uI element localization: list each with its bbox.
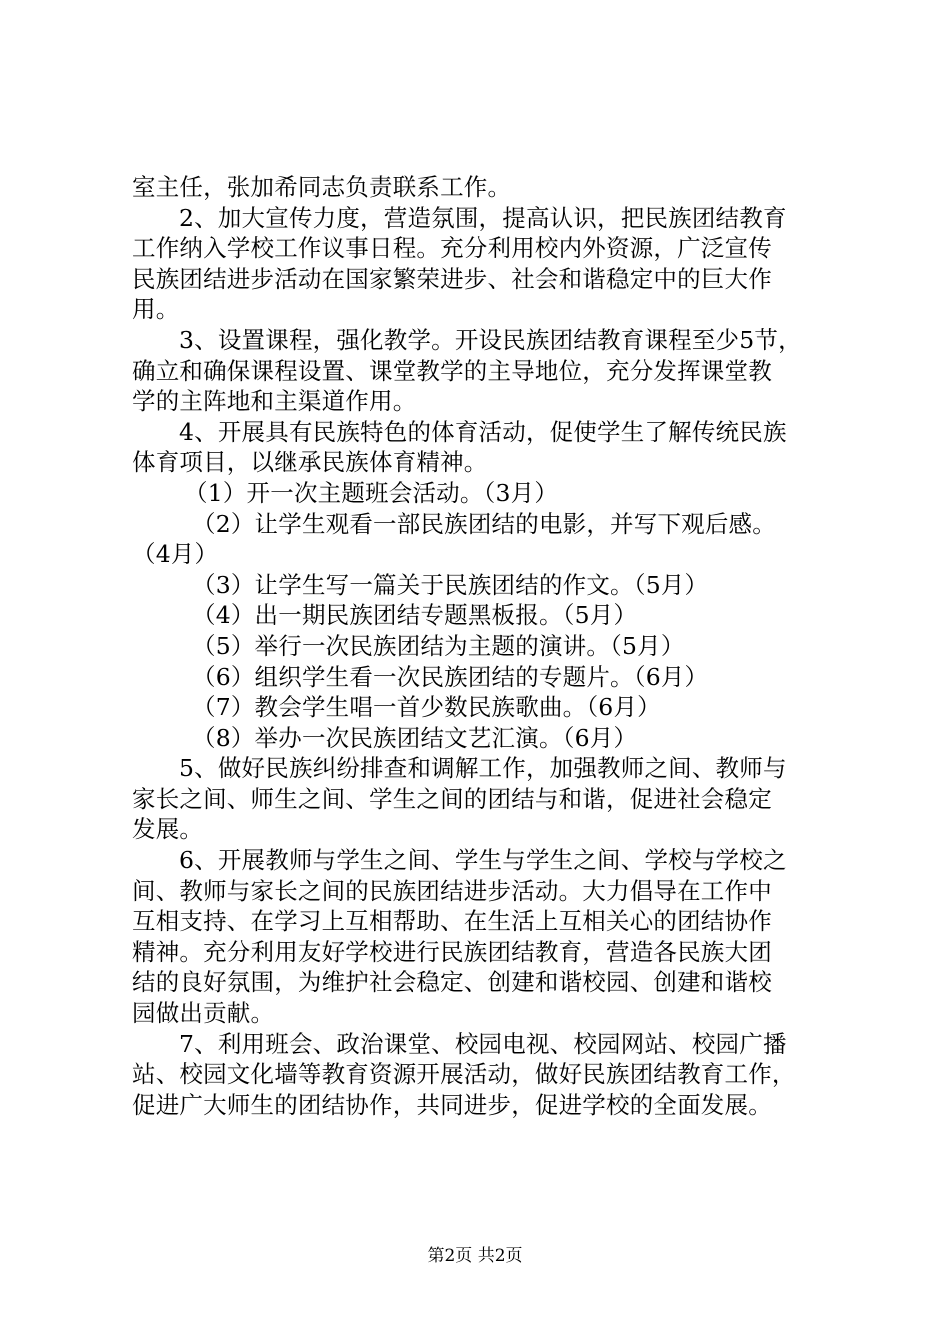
text-line: 间、教师与家长之间的民族团结进步活动。大力倡导在工作中 — [132, 876, 772, 905]
text-line: 4、开展具有民族特色的体育活动，促使学生了解传统民族 — [179, 417, 787, 446]
body-text — [132, 172, 832, 1120]
text-line: 3、设置课程，强化教学。开设民族团结教育课程至少5节， — [179, 325, 802, 354]
text-line: 确立和确保课程设置、课堂教学的主导地位，充分发挥课堂教 — [132, 356, 772, 385]
text-line: 体育项目，以继承民族体育精神。 — [132, 448, 488, 477]
text-line: 7、利用班会、政治课堂、校园电视、校园网站、校园广播 — [179, 1029, 787, 1058]
text-line: 用。 — [132, 295, 180, 324]
text-line: 精神。充分利用友好学校进行民族团结教育，营造各民族大团 — [132, 937, 772, 966]
text-line: 互相支持、在学习上互相帮助、在生活上互相关心的团结协作 — [132, 907, 772, 936]
text-line: 5、做好民族纠纷排查和调解工作，加强教师之间、教师与 — [179, 754, 787, 783]
text-line: 学的主阵地和主渠道作用。 — [132, 387, 417, 416]
text-line: （1）开一次主题班会活动。（3月） — [184, 478, 559, 507]
text-line: （3）让学生写一篇关于民族团结的作文。（5月） — [192, 570, 709, 599]
text-line: 发展。 — [132, 815, 204, 844]
text-line: （4月） — [132, 540, 219, 569]
text-line: 家长之间、师生之间、学生之间的团结与和谐，促进社会稳定 — [132, 784, 772, 813]
text-line: 结的良好氛围，为维护社会稳定、创建和谐校园、创建和谐校 — [132, 968, 772, 997]
text-line: （2）让学生观看一部民族团结的电影，并写下观后感。 — [192, 509, 776, 538]
text-line: 2、加大宣传力度，营造氛围，提高认识，把民族团结教育 — [179, 203, 787, 232]
text-line: （7）教会学生唱一首少数民族歌曲。（6月） — [192, 693, 661, 722]
text-line: （6）组织学生看一次民族团结的专题片。（6月） — [192, 662, 709, 691]
text-line: （4）出一期民族团结专题黑板报。（5月） — [192, 601, 638, 630]
text-line: 园做出贡献。 — [132, 999, 275, 1028]
text-line: （5）举行一次民族团结为主题的演讲。（5月） — [192, 631, 685, 660]
text-line: 促进广大师生的团结协作，共同进步，促进学校的全面发展。 — [132, 1090, 772, 1119]
page-footer — [0, 1245, 950, 1267]
page-number-label: 第2页 共2页 — [427, 1246, 523, 1266]
text-line: 工作纳入学校工作议事日程。充分利用校内外资源，广泛宣传 — [132, 234, 772, 263]
text-line: 室主任，张加希同志负责联系工作。 — [132, 173, 512, 201]
text-line: 6、开展教师与学生之间、学生与学生之间、学校与学校之 — [179, 846, 787, 875]
text-line: （8）举办一次民族团结文艺汇演。（6月） — [192, 723, 638, 752]
text-line: 民族团结进步活动在国家繁荣进步、社会和谐稳定中的巨大作 — [132, 264, 772, 293]
text-line: 站、校园文化墙等教育资源开展活动，做好民族团结教育工作， — [132, 1060, 796, 1089]
